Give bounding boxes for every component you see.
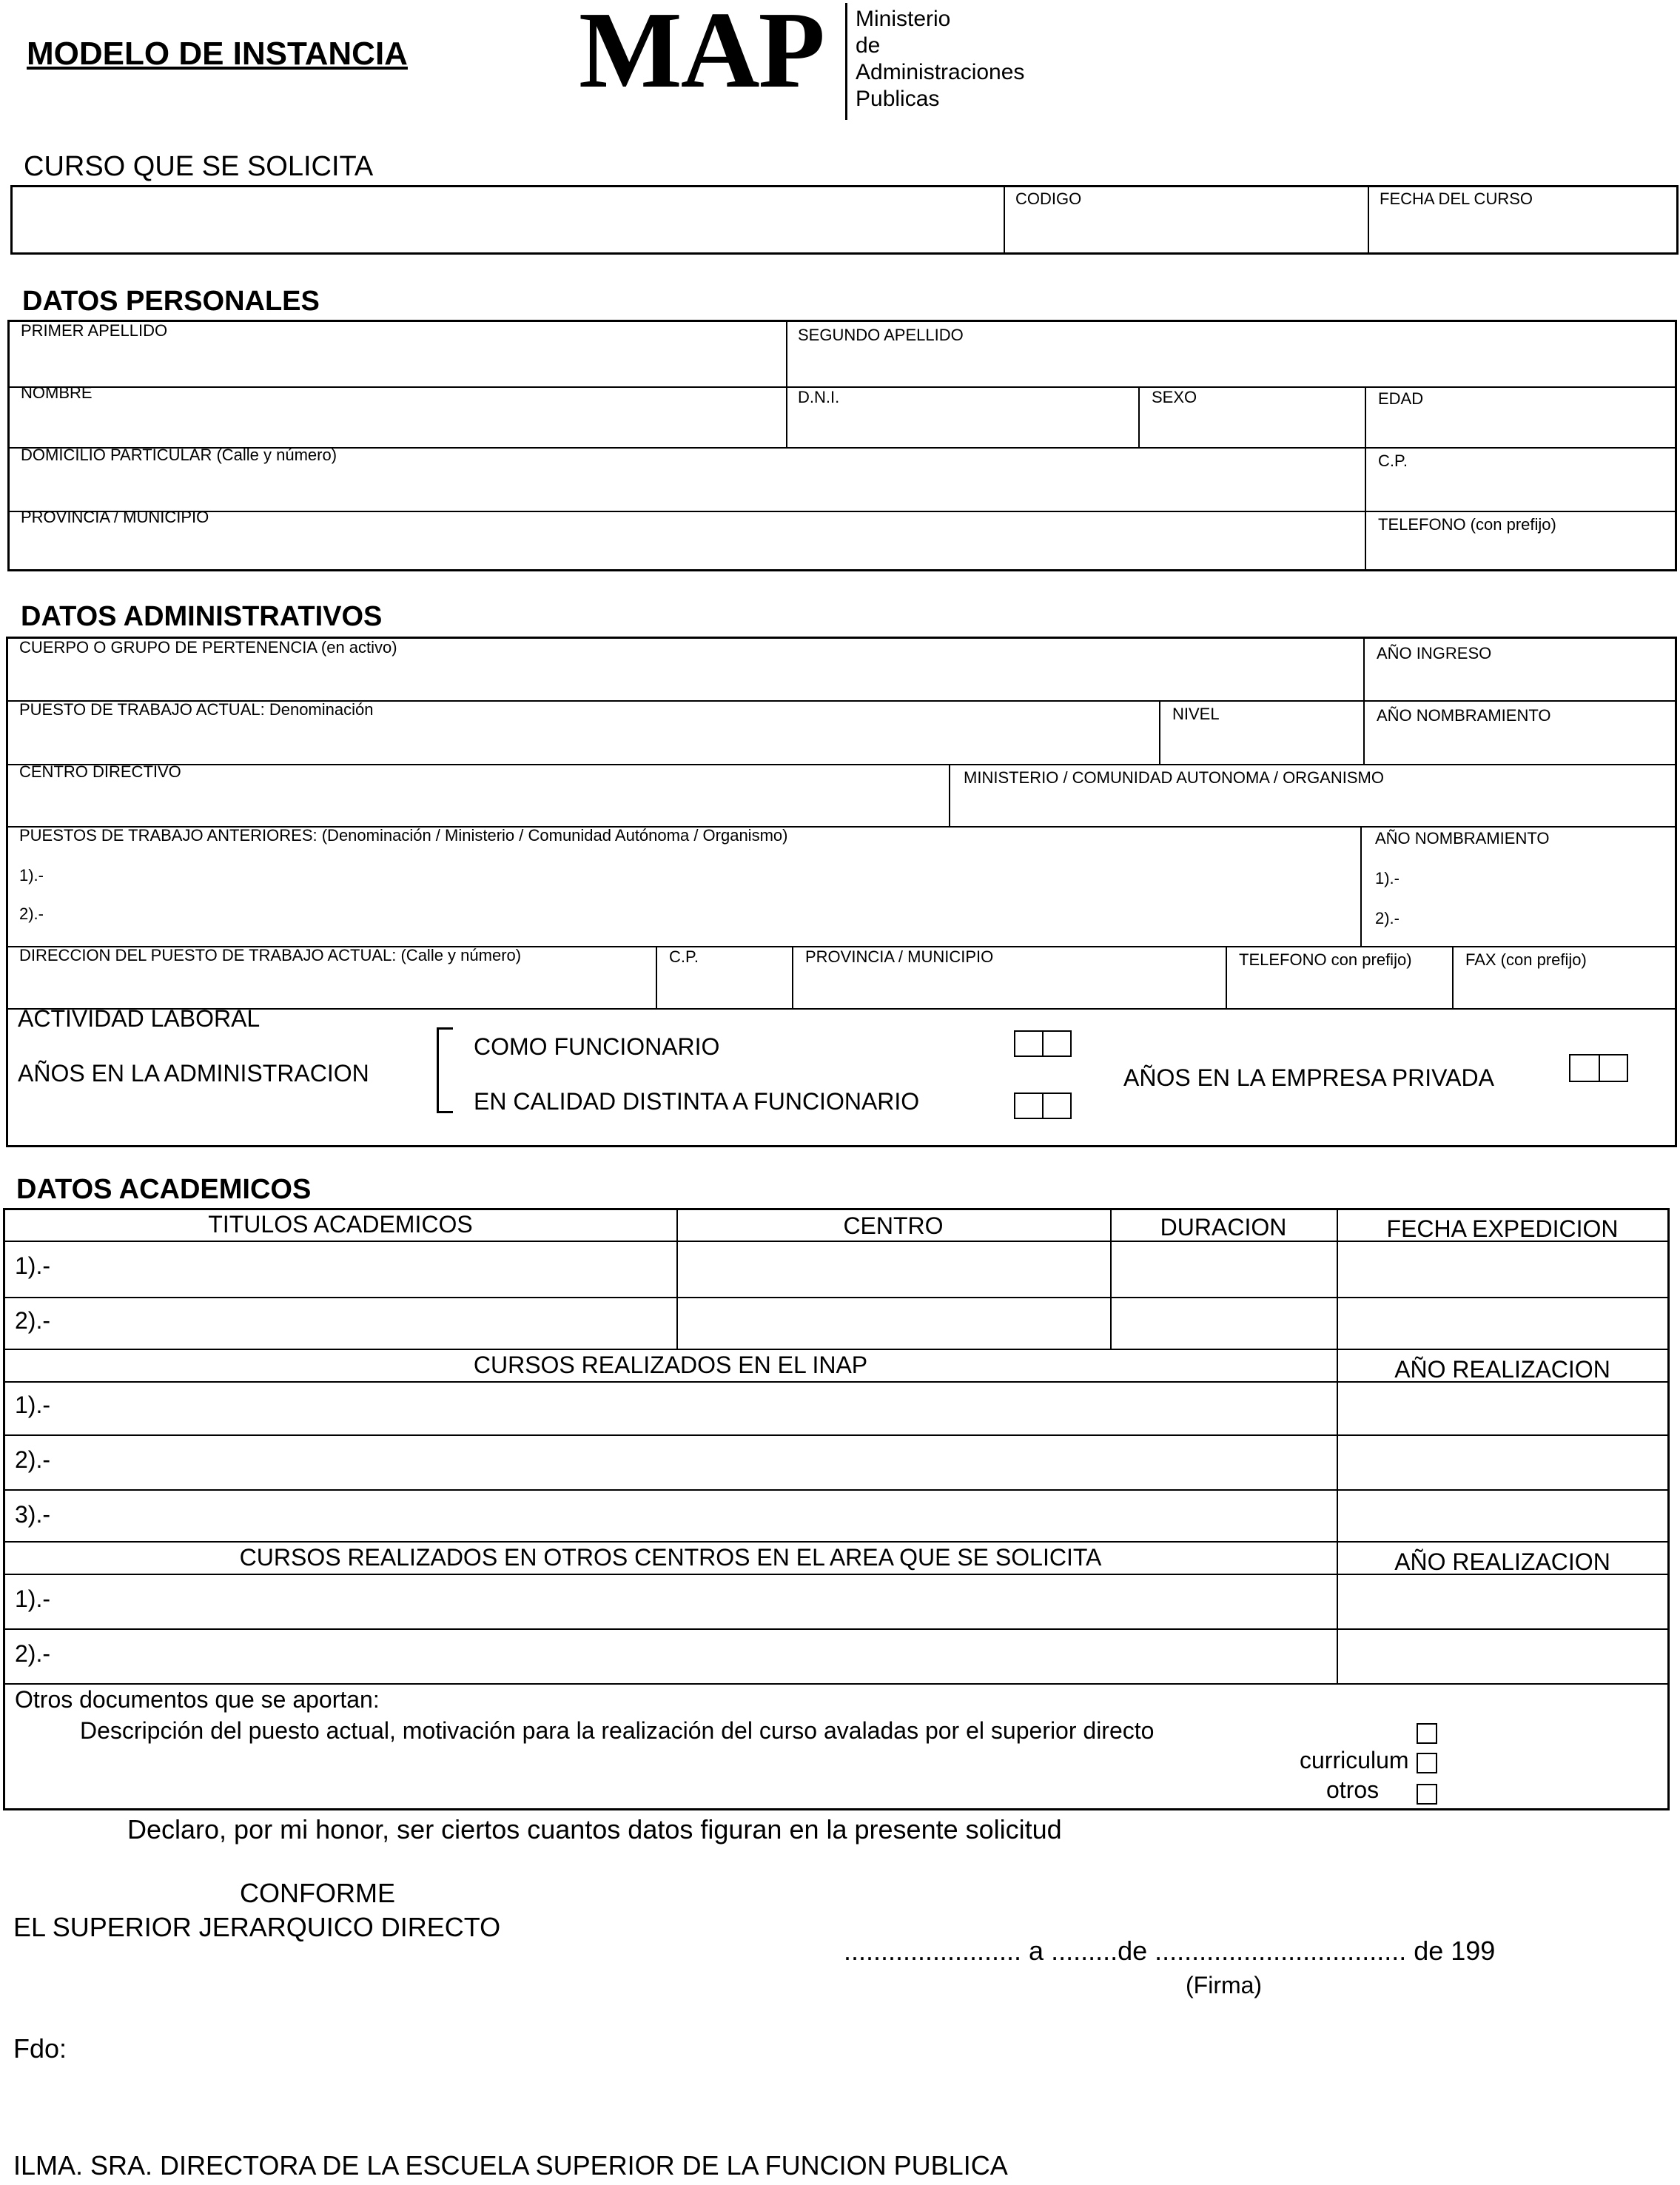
cuerpo-label: CUERPO O GRUPO DE PERTENENCIA (en activo) <box>19 638 397 657</box>
curriculum-checkbox[interactable] <box>1417 1753 1437 1773</box>
provincia-trabajo-label: PROVINCIA / MUNICIPIO <box>805 947 994 966</box>
inap-3-field[interactable] <box>59 1492 1334 1538</box>
puesto-anterior-2-label: 2).- <box>19 904 44 923</box>
ano-ingreso-field[interactable] <box>1368 665 1674 697</box>
nombre-label: NOMBRE <box>21 383 93 402</box>
divider <box>1226 946 1227 1008</box>
conforme: CONFORME <box>240 1878 395 1908</box>
sexo-label: SEXO <box>1152 388 1197 406</box>
divider <box>1452 946 1454 1008</box>
divider <box>7 764 1676 765</box>
otros-label: otros <box>1326 1776 1380 1803</box>
actividad-laboral-label: ACTIVIDAD LABORAL <box>18 1005 261 1032</box>
provincia-field[interactable] <box>12 530 1362 568</box>
otros-1-field[interactable] <box>59 1577 1334 1625</box>
empresa-privada-years-input[interactable] <box>1569 1054 1628 1082</box>
primer-apellido-field[interactable] <box>12 342 783 383</box>
ministry-name <box>856 6 1024 113</box>
otros-1-year-field[interactable] <box>1340 1577 1665 1625</box>
inap-1-label: 1).- <box>15 1392 50 1418</box>
fax-field[interactable] <box>1456 971 1674 1005</box>
fecha-linea[interactable]: ........................ a .........de .................................. de 199 <box>844 1936 1496 1966</box>
otros-documentos-label: Otros documentos que se aportan: <box>15 1686 380 1713</box>
otros-checkbox[interactable] <box>1417 1784 1437 1805</box>
segundo-apellido-label: SEGUNDO APELLIDO <box>798 326 964 344</box>
fecha-1-field[interactable] <box>1340 1243 1665 1294</box>
divider <box>4 1297 1668 1298</box>
inap-2-label: 2).- <box>15 1446 50 1473</box>
inap-2-year-field[interactable] <box>1340 1437 1665 1486</box>
divider <box>4 1434 1668 1436</box>
ano-ingreso-label: AÑO INGRESO <box>1377 644 1492 662</box>
divider <box>1337 1209 1338 1683</box>
course-name-field[interactable] <box>13 188 1002 252</box>
titulo-2-field[interactable] <box>59 1300 673 1346</box>
cuerpo-field[interactable] <box>10 659 1360 697</box>
ano-anterior-2-field[interactable] <box>1414 902 1673 943</box>
como-funcionario-years-input[interactable] <box>1014 1030 1072 1057</box>
curriculum-label: curriculum <box>1300 1747 1409 1773</box>
duracion-1-field[interactable] <box>1113 1243 1334 1294</box>
course-heading: CURSO QUE SE SOLICITA <box>24 151 374 182</box>
inap-1-field[interactable] <box>59 1384 1334 1432</box>
ano-realizacion-otros: AÑO REALIZACION <box>1394 1548 1610 1575</box>
ano-nombramiento-field[interactable] <box>1368 727 1674 761</box>
edad-field[interactable] <box>1369 410 1674 444</box>
calidad-distinta-label: EN CALIDAD DISTINTA A FUNCIONARIO <box>474 1088 920 1115</box>
form-title: MODELO DE INSTANCIA <box>27 36 408 72</box>
superior-jerarquico: EL SUPERIOR JERARQUICO DIRECTO <box>13 1912 501 1942</box>
inap-3-label: 3).- <box>15 1501 50 1528</box>
divider <box>9 386 1676 388</box>
ano-anterior-2-label: 2).- <box>1375 909 1400 927</box>
ministry-line-1: Ministerio <box>856 7 951 31</box>
ministry-line-2: de <box>856 33 881 58</box>
logo-divider <box>845 3 847 120</box>
dni-field[interactable] <box>790 409 1135 444</box>
centro-1-field[interactable] <box>679 1243 1107 1294</box>
inap-3-year-field[interactable] <box>1340 1492 1665 1538</box>
divider <box>1365 386 1366 570</box>
puesto-actual-field[interactable] <box>10 722 1156 761</box>
inap-2-field[interactable] <box>59 1437 1334 1486</box>
cp-label: C.P. <box>1378 452 1408 470</box>
como-funcionario-label: COMO FUNCIONARIO <box>474 1033 720 1060</box>
provincia-label: PROVINCIA / MUNICIPIO <box>21 508 209 526</box>
titulo-1-field[interactable] <box>59 1243 673 1294</box>
calidad-distinta-years-input[interactable] <box>1014 1092 1072 1119</box>
col-titulos: TITULOS ACADEMICOS <box>208 1211 473 1238</box>
segundo-apellido-field[interactable] <box>790 346 1674 383</box>
ministry-line-4: Publicas <box>856 87 940 111</box>
descripcion-puesto-checkbox[interactable] <box>1417 1723 1437 1744</box>
fecha-2-field[interactable] <box>1340 1300 1665 1346</box>
otros-centros-header: CURSOS REALIZADOS EN OTROS CENTROS EN EL AREA QUE SE SOLICITA <box>239 1544 1102 1571</box>
ano-anterior-1-field[interactable] <box>1414 862 1673 894</box>
cp-trabajo-label: C.P. <box>669 947 699 966</box>
direccion-label: DIRECCION DEL PUESTO DE TRABAJO ACTUAL: (Calle y número) <box>19 946 522 964</box>
telefono-label: TELEFONO (con prefijo) <box>1378 515 1556 534</box>
codigo-label: CODIGO <box>1015 189 1082 208</box>
divider <box>4 1683 1668 1685</box>
puesto-anterior-1-field[interactable] <box>59 859 1356 893</box>
cp-field[interactable] <box>1369 472 1674 508</box>
sexo-field[interactable] <box>1143 409 1362 444</box>
divider <box>949 764 950 826</box>
puesto-anterior-1-label: 1).- <box>19 866 44 885</box>
fecha-curso-label: FECHA DEL CURSO <box>1380 189 1533 208</box>
puesto-anterior-2-field[interactable] <box>59 897 1356 942</box>
firma-label: (Firma) <box>1186 1972 1263 1998</box>
map-logo: MAP <box>579 0 824 111</box>
declaracion: Declaro, por mi honor, ser ciertos cuantos datos figuran en la presente solicitud <box>127 1814 1062 1845</box>
bracket <box>437 1027 453 1113</box>
fax-label: FAX (con prefijo) <box>1465 950 1587 969</box>
codigo-field[interactable] <box>1007 210 1366 252</box>
fdo-label: Fdo: <box>13 2033 67 2064</box>
divider <box>4 1489 1668 1491</box>
divider <box>1368 187 1369 253</box>
col-centro: CENTRO <box>843 1212 944 1239</box>
ano-anterior-1-label: 1).- <box>1375 869 1400 887</box>
divider <box>656 946 657 1008</box>
ano-realizacion-inap: AÑO REALIZACION <box>1394 1356 1610 1383</box>
telefono-trabajo-field[interactable] <box>1230 971 1449 1005</box>
domicilio-field[interactable] <box>12 468 1362 508</box>
cp-trabajo-field[interactable] <box>660 968 789 1005</box>
ano-nombramiento-2-label: AÑO NOMBRAMIENTO <box>1375 829 1550 848</box>
puesto-actual-label: PUESTO DE TRABAJO ACTUAL: Denominación <box>19 700 374 719</box>
nivel-label: NIVEL <box>1172 705 1220 723</box>
divider <box>1363 638 1365 764</box>
anos-empresa-privada-label: AÑOS EN LA EMPRESA PRIVADA <box>1123 1064 1494 1091</box>
telefono-trabajo-label: TELEFONO con prefijo) <box>1239 950 1412 969</box>
titulo-2-label: 2).- <box>15 1307 50 1334</box>
ministerio-field[interactable] <box>953 789 1674 823</box>
divider <box>792 946 793 1008</box>
direccion-field[interactable] <box>10 968 653 1005</box>
divider <box>1360 826 1362 946</box>
otros-2-field[interactable] <box>59 1631 1334 1680</box>
col-fecha-expedicion: FECHA EXPEDICION <box>1386 1215 1619 1242</box>
centro-2-field[interactable] <box>679 1300 1107 1346</box>
divider <box>1004 187 1005 253</box>
personal-heading: DATOS PERSONALES <box>22 286 320 317</box>
telefono-field[interactable] <box>1369 536 1674 568</box>
divider <box>4 1541 1668 1543</box>
nivel-field[interactable] <box>1163 725 1360 761</box>
ministerio-label: MINISTERIO / COMUNIDAD AUTONOMA / ORGANISMO <box>964 768 1384 787</box>
provincia-trabajo-field[interactable] <box>796 968 1223 1005</box>
nombre-field[interactable] <box>12 406 783 444</box>
centro-directivo-label: CENTRO DIRECTIVO <box>19 762 181 781</box>
divider <box>9 511 1676 512</box>
otros-2-year-field[interactable] <box>1340 1631 1665 1680</box>
dni-label: D.N.I. <box>798 388 840 406</box>
divider <box>4 1628 1668 1630</box>
primer-apellido-label: PRIMER APELLIDO <box>21 321 168 340</box>
puestos-anteriores-label: PUESTOS DE TRABAJO ANTERIORES: (Denominación / Ministerio / Comunidad Autónoma / Organismo) <box>19 826 788 845</box>
inap-header: CURSOS REALIZADOS EN EL INAP <box>473 1352 868 1378</box>
inap-1-year-field[interactable] <box>1340 1384 1665 1432</box>
edad-label: EDAD <box>1378 389 1424 408</box>
divider <box>4 1349 1668 1350</box>
otros-1-label: 1).- <box>15 1585 50 1612</box>
admin-heading: DATOS ADMINISTRATIVOS <box>21 601 383 632</box>
titulo-1-label: 1).- <box>15 1252 50 1279</box>
anos-administracion-label: AÑOS EN LA ADMINISTRACION <box>18 1060 369 1087</box>
divider <box>786 321 787 447</box>
centro-directivo-field[interactable] <box>10 785 946 823</box>
academic-heading: DATOS ACADEMICOS <box>16 1174 312 1205</box>
divider <box>1138 386 1140 447</box>
destinatario: ILMA. SRA. DIRECTORA DE LA ESCUELA SUPERIOR DE LA FUNCION PUBLICA <box>13 2150 1008 2181</box>
duracion-2-field[interactable] <box>1113 1300 1334 1346</box>
domicilio-label: DOMICILIO PARTICULAR (Calle y número) <box>21 446 337 464</box>
ministry-line-3: Administraciones <box>856 60 1025 84</box>
otros-2-label: 2).- <box>15 1640 50 1667</box>
descripcion-puesto-label: Descripción del puesto actual, motivación para la realización del curso avaladas por el superior directo <box>80 1717 1155 1744</box>
fdo-field[interactable] <box>74 2031 592 2065</box>
divider <box>1159 700 1160 764</box>
fecha-curso-field[interactable] <box>1371 210 1676 252</box>
col-duracion: DURACION <box>1160 1214 1287 1241</box>
ano-nombramiento-label: AÑO NOMBRAMIENTO <box>1377 706 1551 725</box>
